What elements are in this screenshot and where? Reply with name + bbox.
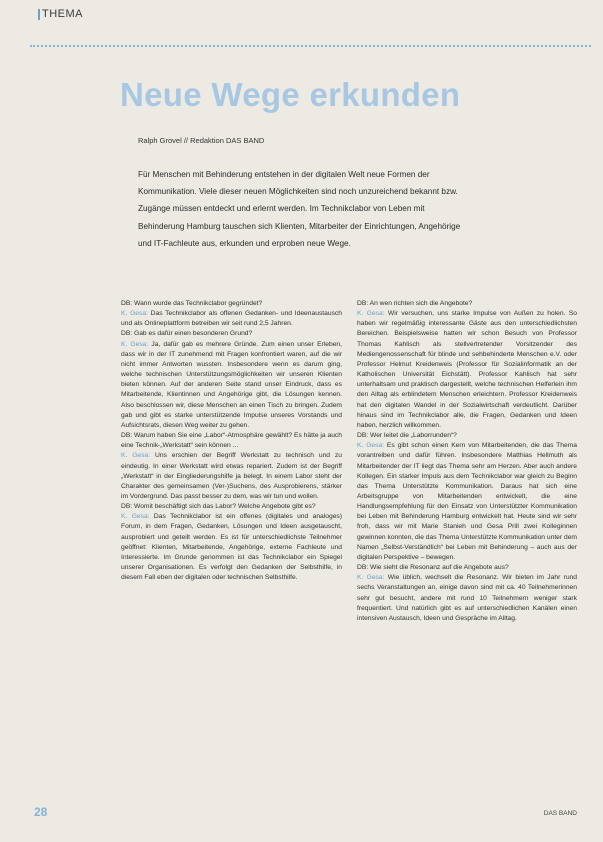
- interview-answer: [357, 441, 577, 563]
- answer-text: Wir versuchen, uns starke Impulse von Außen zu holen. So haben wir regelmäßig interessante Gäste aus den unterschiedlichsten Bereichen. Beispielsweise hatten wir schon Besuch von Professor Thomas Kahlisch als stellvertretender Vorsitzender des Mediengenossenschaft für blinde und sehbehinderte Menschen e.V. oder Professor Helmut Kreidenweis (Professor für Sozialinformatik an der Katholischen Universität Eichstätt). Professor Kahlisch hat sehr unterhaltsam und praktisch dargestellt, welche technischen Helferlein ihm den Alltag als erblindetem Menschen erleichtern. Professor Kreidenweis hat den digitalen Wandel in der Sozialwirtschaft verdeutlicht. Darüber hinaus sind im Technikclabor alle, die Fragen, Gedanken und Ideen haben, herzlich willkommen.: [357, 310, 577, 429]
- interview-question: DB: An wen richten sich die Angebote?: [357, 300, 473, 307]
- answer-text: Wie üblich, wechselt die Resonanz. Wir bieten im Jahr rund sechs Veranstaltungen an, einige davon sind mit ca. 40 Teilnehmerinnen sehr gut besucht, andere mit rund 10 Teilnehmern weniger stark frequentiert. Und natürlich gibt es auf unterschiedlichen Kanälen einen intensiven Austausch, Ideen und Gespräche im Alltag.: [357, 574, 577, 622]
- interview-answer: [121, 309, 342, 329]
- speaker-label: K. Gesa:: [357, 574, 385, 582]
- page-number: 28: [34, 805, 48, 819]
- article-byline: Ralph Grovel // Redaktion DAS BAND: [138, 136, 265, 145]
- answer-text: Ja, dafür gab es mehrere Gründe. Zum einen unser Erleben, dass wir in der IT zunehmend mit Fragen konfrontiert waren, auf die wir nicht immer Antworten wussten. Insbesondere wenn es darum ging, welche technischen Unterstützungsmöglichkeiten wir unseren Klienten bieten können. Auf der anderen Seite stand unser Eindruck, dass es Mitarbeitende, Klientinnen und Angehörige gibt, die Lösungen kennen. Also beschlossen wir, diese Menschen an einen Tisch zu bringen. Zudem gab und gibt es starke unterstützende Impulse unseres Vorstands und Aufsichtsrats, diesen Weg weiter zu gehen.: [121, 340, 342, 429]
- article-title: Neue Wege erkunden: [120, 76, 461, 113]
- interview-question: DB: Womit beschäftigt sich das Labor? Welche Angebote gibt es?: [121, 503, 316, 511]
- interview-answer: [121, 512, 342, 583]
- answer-text: Es gibt schon einen Kern von Mitarbeitenden, die das Thema vorantreiben und dafür führen. Insbesondere Matthias Hellmuth als Mitarbeitender der IT liegt das Thema sehr am Herzen. Aber auch andere Kollegen. Ein starker Impuls aus dem Technikclabor war gleich zu Beginn das Thema Unterstützte Kommunikation. Daraus hat sich eine Arbeitsgruppe von Mitarbeitenden entwickelt, die eine Handlungsempfehlung für den Einsatz von Unterstützter Kommunikation bei Leben mit Behinderung Hamburg entwickelt hat. Heute sind wir sehr froh, dass wir mit Marie Stanieh und Gesa Prill zwei Kolleginnen gewinnen konnten, die das Thema Unterstützte Kommunikation unter dem Namen „Selbst-Verständlich“ bei Leben mit Behinderung – auch aus der digitalen Perspektive – bewegen.: [357, 442, 577, 561]
- interview-question: DB: Wann wurde das Technikclabor gegründet?: [121, 300, 263, 307]
- dotted-divider: [30, 45, 591, 47]
- speaker-label: K. Gesa:: [357, 310, 385, 318]
- interview-question: DB: Wie sieht die Resonanz auf die Angebote aus?: [357, 564, 509, 572]
- interview-answer: [357, 309, 577, 431]
- speaker-label: K. Gesa:: [121, 340, 149, 348]
- article-intro: Für Menschen mit Behinderung entstehen in der digitalen Welt neue Formen der Kommunikation. Viele dieser neuen Möglichkeiten sind noch unzureichend bekannt bzw. Zugänge müssen entdeckt und erlernt werden. Im Technikclabor von Leben mit Behinderung Hamburg tauschen sich Klienten, Mitarbeiter der Einrichtungen, Angehörige und IT-Fachleute aus, erkunden und erproben neue Wege.: [138, 170, 461, 248]
- section-rubric: THEMA: [42, 8, 83, 20]
- rubric-marker: [38, 9, 40, 20]
- speaker-label: K. Gesa:: [121, 452, 151, 460]
- interview-answer: [357, 573, 577, 624]
- answer-text: Das Technikclabor als offenen Gedanken- und Ideenaustausch und als Onlineplattform betreiben wir seit rund 2,5 Jahren.: [121, 310, 342, 328]
- interview-answer: [121, 451, 342, 502]
- magazine-footer: DAS BAND: [543, 810, 577, 817]
- answer-text: Uns erschien der Begriff Werkstatt zu technisch und zu eindeutig. In einer Werkstatt wird etwas repariert. Zudem ist der Begriff „Werkstatt“ in der Eingliederungshilfe ja belegt. In einem Labor steht der Charakter des gemeinsamen (Ver-)Suchens, des Ausprobierens, stärker im Vordergrund. Das passt besser zu dem, was wir tun und wollen.: [121, 452, 342, 500]
- interview-question: DB: Wer leitet die „Laborrunden“?: [357, 432, 457, 440]
- interview-question: DB: Gab es dafür einen besonderen Grund?: [121, 330, 253, 338]
- speaker-label: K. Gesa:: [121, 310, 148, 318]
- speaker-label: K. Gesa:: [121, 513, 150, 521]
- interview-question: DB: Warum haben Sie eine „Labor“-Atmosphäre gewählt? Es hätte ja auch eine Technik-„Werkstatt“ sein können ...: [121, 432, 342, 450]
- speaker-label: K. Gesa:: [357, 442, 385, 450]
- interview-answer: [121, 340, 342, 431]
- interview-column-right: [357, 299, 577, 804]
- interview-column-left: [121, 299, 342, 804]
- answer-text: Das Technikclabor ist ein offenes (digitales und analoges) Forum, in dem Fragen, Gedanken, Lösungen und Ideen ausgetauscht, ausprobiert und geteilt werden. Es ist für unterschiedlichste Teilnehmer geöffnet: Klienten, Mitarbeitende, Angehörige, externe Fachleute und Interessierte. Im Grunde genommen ist das Technikclabor ein Spiegel unserer Organisationen. Es verfolgt den Gedanken der Selbsthilfe, in diesem Fall eben der digitalen oder technischen Selbsthilfe.: [121, 513, 342, 582]
